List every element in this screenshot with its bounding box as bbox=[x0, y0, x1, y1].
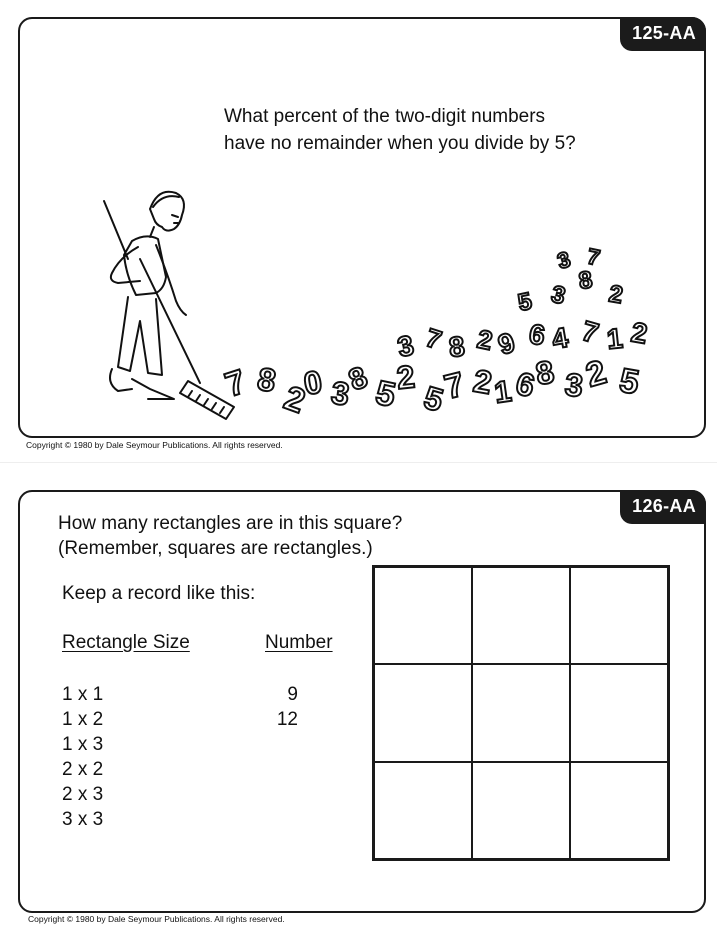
svg-text:5: 5 bbox=[515, 287, 535, 317]
table-row-number bbox=[260, 782, 298, 807]
svg-text:0: 0 bbox=[300, 363, 325, 402]
svg-text:2: 2 bbox=[606, 280, 625, 310]
svg-text:1: 1 bbox=[605, 322, 625, 355]
table-row-number: 12 bbox=[276, 709, 298, 730]
svg-text:8: 8 bbox=[447, 330, 467, 363]
svg-text:3: 3 bbox=[329, 374, 352, 413]
table-row-number bbox=[260, 757, 298, 782]
svg-text:7: 7 bbox=[584, 243, 603, 271]
card-125-aa bbox=[18, 17, 706, 438]
copyright-notice: Copyright © 1980 by Dale Seymour Publications. All rights reserved. bbox=[26, 440, 283, 450]
svg-text:4: 4 bbox=[549, 321, 571, 355]
record-instruction: Keep a record like this: bbox=[62, 583, 256, 604]
svg-text:6: 6 bbox=[527, 318, 547, 352]
grid-cell bbox=[374, 664, 472, 761]
table-row-size: 3 x 3 bbox=[62, 809, 104, 830]
card-number-tab: 125-AA bbox=[620, 17, 706, 51]
grid-cell bbox=[472, 762, 570, 859]
svg-text:9: 9 bbox=[494, 326, 519, 361]
svg-text:2: 2 bbox=[474, 323, 496, 356]
question-line-2: have no remainder when you divide by 5? bbox=[224, 133, 576, 154]
svg-text:2: 2 bbox=[470, 362, 495, 401]
svg-text:7: 7 bbox=[440, 365, 469, 407]
grid-cell bbox=[374, 762, 472, 859]
svg-text:3: 3 bbox=[548, 280, 569, 311]
svg-text:3: 3 bbox=[563, 366, 585, 404]
svg-text:2: 2 bbox=[279, 378, 311, 421]
grid-cell bbox=[570, 762, 668, 859]
table-row-size: 1 x 1 bbox=[62, 684, 104, 705]
svg-text:5: 5 bbox=[616, 361, 642, 403]
copyright-notice: Copyright © 1980 by Dale Seymour Publications. All rights reserved. bbox=[28, 914, 285, 924]
svg-text:8: 8 bbox=[532, 353, 557, 392]
column-header-number: Number bbox=[265, 632, 333, 653]
svg-text:5: 5 bbox=[420, 379, 448, 419]
svg-text:8: 8 bbox=[577, 266, 595, 295]
svg-text:3: 3 bbox=[554, 246, 574, 274]
card-divider bbox=[0, 462, 717, 463]
three-by-three-square-grid bbox=[372, 565, 670, 861]
grid-cell bbox=[472, 567, 570, 664]
svg-text:7: 7 bbox=[220, 362, 251, 405]
man-sweeping-numbers-illustration bbox=[20, 19, 706, 438]
svg-text:8: 8 bbox=[254, 360, 279, 399]
svg-text:5: 5 bbox=[372, 373, 399, 415]
card-126-aa bbox=[18, 490, 706, 913]
grid-cell bbox=[570, 664, 668, 761]
grid-cell bbox=[570, 567, 668, 664]
table-row-number bbox=[260, 732, 298, 757]
svg-text:6: 6 bbox=[512, 364, 539, 405]
table-row-size: 2 x 2 bbox=[62, 759, 104, 780]
question-line-1: How many rectangles are in this square? bbox=[58, 513, 403, 534]
question-line-1: What percent of the two-digit numbers bbox=[224, 106, 546, 127]
svg-text:1: 1 bbox=[492, 374, 514, 410]
card-number-tab: 126-AA bbox=[620, 490, 706, 524]
svg-text:7: 7 bbox=[578, 314, 602, 350]
number-column bbox=[260, 682, 298, 832]
table-row-number bbox=[260, 807, 298, 832]
table-row-size: 2 x 3 bbox=[62, 784, 104, 805]
question-line-2: (Remember, squares are rectangles.) bbox=[58, 538, 373, 559]
rectangle-size-column bbox=[62, 682, 103, 832]
column-header-rectangle-size: Rectangle Size bbox=[62, 632, 190, 653]
grid-cell bbox=[472, 664, 570, 761]
table-row-size: 1 x 3 bbox=[62, 734, 104, 755]
svg-text:2: 2 bbox=[394, 358, 417, 396]
svg-text:3: 3 bbox=[394, 329, 417, 363]
table-row-number: 9 bbox=[287, 684, 298, 705]
svg-text:2: 2 bbox=[581, 352, 611, 395]
table-row-size: 1 x 2 bbox=[62, 709, 104, 730]
svg-text:2: 2 bbox=[628, 316, 650, 350]
grid-cell bbox=[374, 567, 472, 664]
question-text bbox=[58, 511, 402, 561]
svg-text:8: 8 bbox=[344, 360, 373, 398]
svg-text:7: 7 bbox=[422, 322, 446, 356]
